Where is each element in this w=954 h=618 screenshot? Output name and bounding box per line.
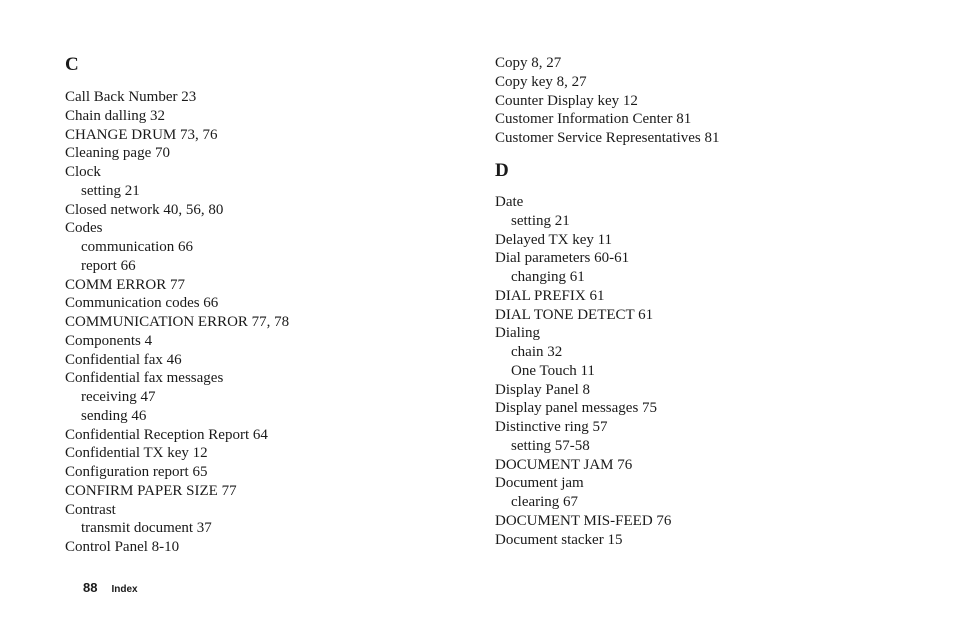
index-entry: Call Back Number 23: [65, 89, 197, 105]
index-entry: Document stacker 15: [495, 531, 623, 548]
index-entry: Components 4: [65, 332, 153, 349]
index-entry: Customer Service Representatives 81: [495, 130, 720, 146]
index-entry: Contrast: [65, 501, 116, 518]
index-entry: Chain dalling 32: [65, 107, 165, 124]
index-entry: Display Panel 8: [495, 381, 590, 398]
index-subentry: setting 57-58: [511, 437, 590, 454]
index-subentry: One Touch 11: [511, 362, 595, 379]
index-entry: Dialing: [495, 325, 540, 342]
index-subentry: transmit document 37: [81, 520, 212, 537]
index-subentry: chain 32: [511, 344, 563, 360]
index-subentry: communication 66: [81, 239, 194, 255]
index-entry: Counter Display key 12: [495, 92, 638, 109]
index-subentry: setting 21: [511, 212, 570, 229]
index-entry: Confidential TX key 12: [65, 445, 208, 462]
index-entry: DOCUMENT JAM 76: [495, 456, 633, 473]
index-subentry: report 66: [81, 257, 136, 274]
index-entry: Document jam: [495, 475, 584, 492]
index-entry: Dial parameters 60-61: [495, 250, 630, 267]
index-subentry: clearing 67: [511, 494, 579, 510]
index-entry: Communication codes 66: [65, 295, 219, 312]
index-entry: Copy key 8, 27: [495, 73, 587, 90]
index-entry: Control Panel 8-10: [65, 539, 180, 555]
index-entry: CONFIRM PAPER SIZE 77: [65, 482, 237, 499]
index-entry: COMM ERROR 77: [65, 276, 186, 293]
index-entry: Copy 8, 27: [495, 55, 562, 71]
index-entry: Codes: [65, 220, 103, 237]
section-heading-d: D: [495, 160, 509, 181]
index-entry: DIAL PREFIX 61: [495, 287, 605, 304]
section-heading-c: C: [65, 54, 79, 75]
index-entry: Configuration report 65: [65, 464, 208, 480]
index-entry: Cleaning page 70: [65, 145, 170, 162]
index-entry: Date: [495, 194, 524, 210]
page-footer: [83, 580, 138, 595]
index-subentry: sending 46: [81, 407, 147, 424]
footer-section-name: Index: [111, 584, 138, 595]
index-entry: DOCUMENT MIS-FEED 76: [495, 512, 672, 529]
index-entry: COMMUNICATION ERROR 77, 78: [65, 314, 290, 330]
index-entry: CHANGE DRUM 73, 76: [65, 126, 218, 143]
index-subentry: receiving 47: [81, 389, 156, 405]
index-entry: Closed network 40, 56, 80: [65, 201, 224, 218]
index-entry: Distinctive ring 57: [495, 419, 608, 435]
index-entry: Confidential Reception Report 64: [65, 426, 268, 443]
index-entry: Delayed TX key 11: [495, 231, 613, 248]
index-entry: Customer Information Center 81: [495, 111, 692, 128]
index-subentry: changing 61: [511, 269, 585, 285]
index-entry: Display panel messages 75: [495, 400, 658, 417]
index-entry: Confidential fax messages: [65, 370, 224, 387]
index-subentry: setting 21: [81, 182, 140, 199]
index-entry: Confidential fax 46: [65, 351, 182, 368]
index-entry: Clock: [65, 164, 101, 180]
page-number: 88: [83, 580, 98, 595]
index-entry: DIAL TONE DETECT 61: [495, 306, 654, 323]
